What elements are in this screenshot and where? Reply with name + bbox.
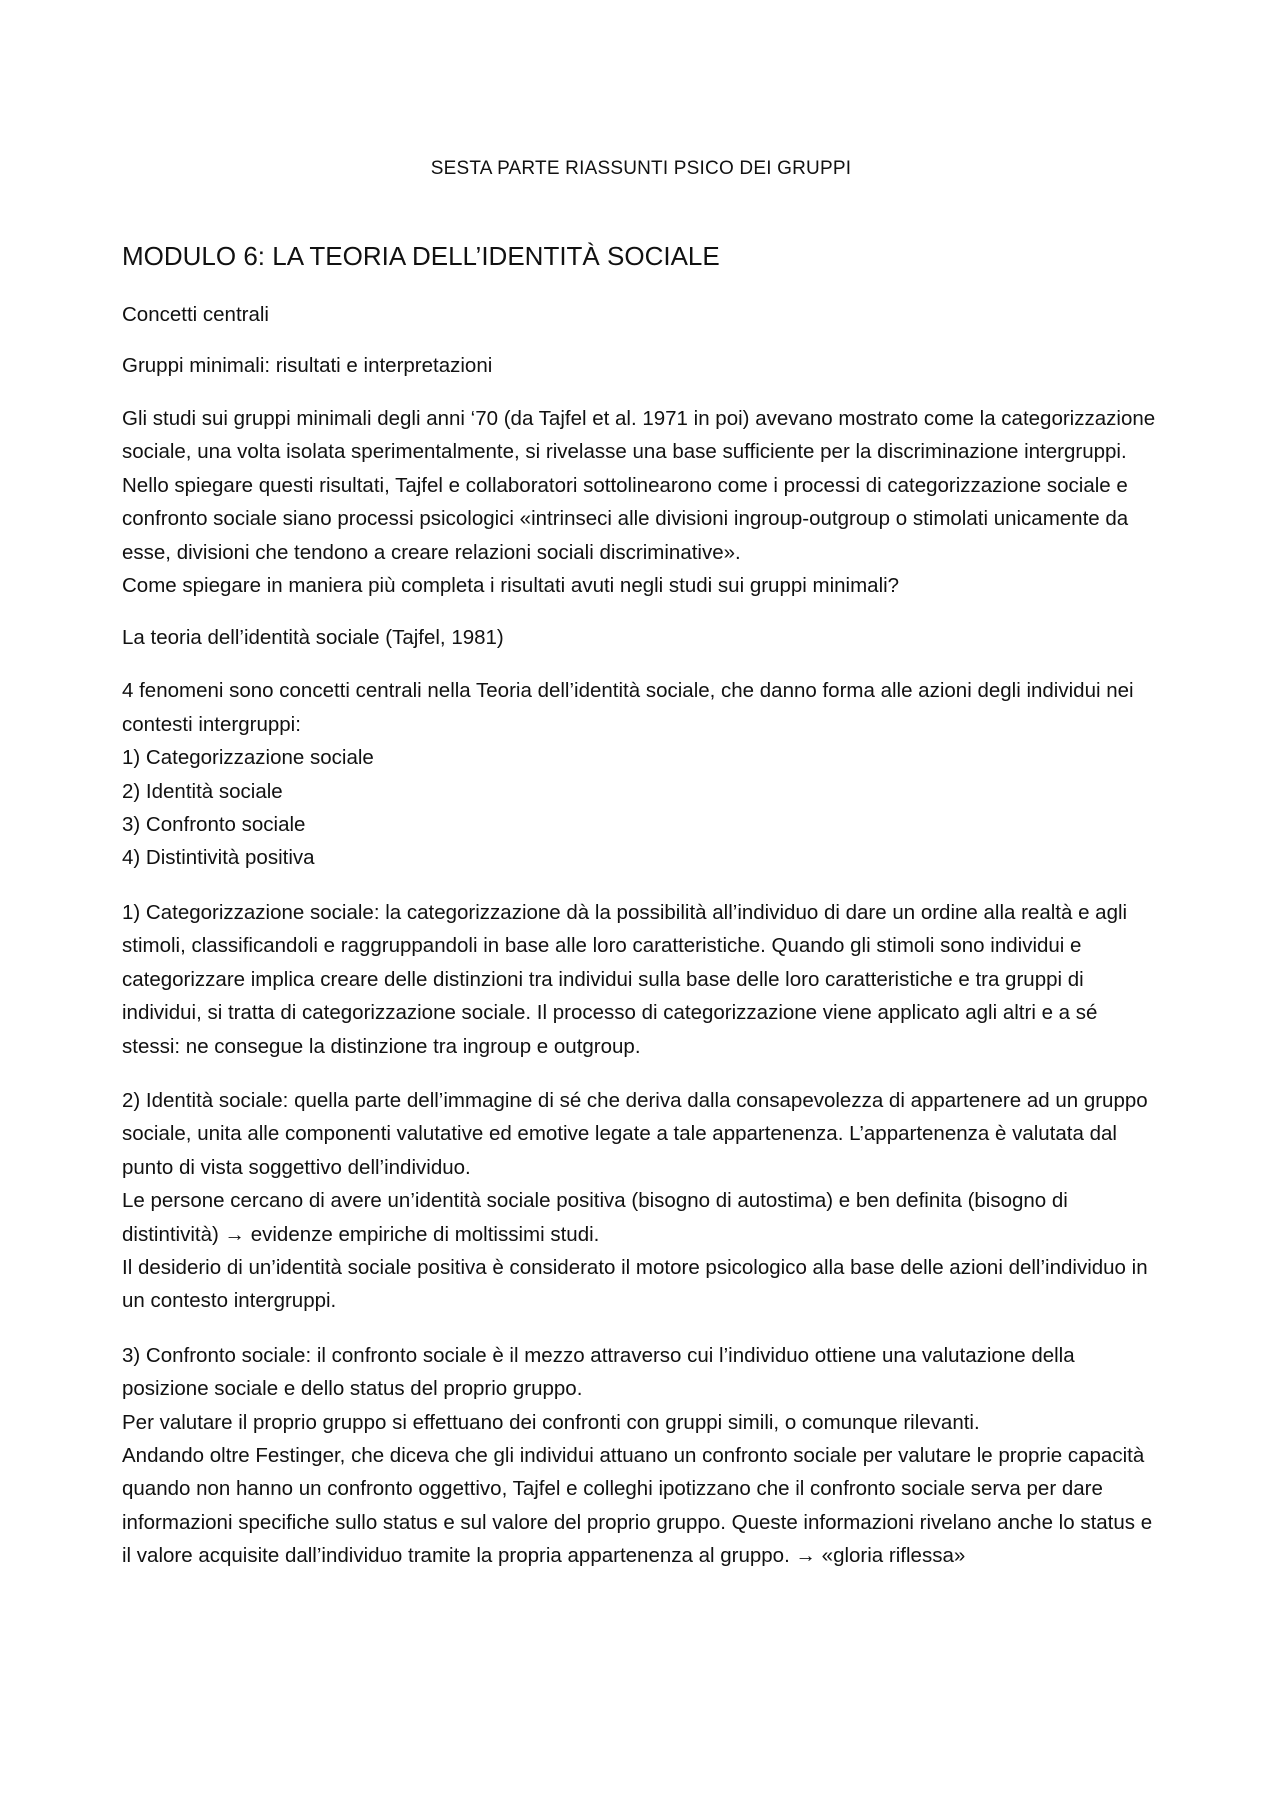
paragraph-line: 1) Categorizzazione sociale: la categorizzazione dà la possibilità all’individuo di dare un ordine alla realtà e agli stimoli, classificandoli e raggruppandoli in base alle loro caratteristiche. Quando gli stimoli sono individui e categorizzare implica creare delle distinzioni tra individui sulla base delle loro caratteristiche e tra gruppi di individui, si tratta di categorizzazione sociale. Il processo di categorizzazione viene applicato agli altri e a sé stessi: ne consegue la distinzione tra ingroup e outgroup. [122,900,1128,1058]
minimal-groups-heading: Gruppi minimali: risultati e interpretazioni [122,354,493,377]
list-item: 4) Distintività positiva [122,846,315,870]
minimal-groups-paragraph [122,402,1160,602]
paragraph-line: Il desiderio di un’identità sociale positiva è considerato il motore psicologico alla base delle azioni dell’individuo in un contesto intergruppi. [122,1255,1148,1313]
concepts-heading: Concetti centrali [122,303,269,326]
categorization-paragraph [122,896,1160,1063]
paragraph-line: Come spiegare in maniera più completa i risultati avuti negli studi sui gruppi minimali? [122,574,900,598]
paragraph-line: Nello spiegare questi risultati, Tajfel e collaboratori sottolinearono come i processi di categorizzazione sociale e confronto sociale siano processi psicologici «intrinseci alle divisioni ingroup-outgroup o stimolati unicamente da esse, divisioni che tendono a creare relazioni sociali discriminative». [122,473,1129,564]
paragraph-line: Gli studi sui gruppi minimali degli anni ‘70 (da Tajfel et al. 1971 in poi) avevano mostrato come la categorizzazione sociale, una volta isolata sperimentalmente, si rivelasse una base sufficiente per la discriminazione intergruppi. [122,407,1156,464]
module-title: MODULO 6: LA TEORIA DELL’IDENTITÀ SOCIALE [122,241,720,271]
paragraph-line: Andando oltre Festinger, che diceva che gli individui attuano un confronto sociale per valutare le proprie capacità quando non hanno un confronto oggettivo, Tajfel e colleghi ipotizzano che il confronto sociale serva per dare informazioni specifiche sullo status e sul valore del proprio gruppo. Queste informazioni rivelano anche lo status e il valore acquisite dall’individuo tramite la propria appartenenza al gruppo. → «gloria riflessa» [122,1443,1153,1568]
paragraph-line: 3) Confronto sociale: il confronto sociale è il mezzo attraverso cui l’individuo ottiene una valutazione della posizione sociale e dello status del proprio gruppo. [122,1343,1075,1401]
paragraph-line: Per valutare il proprio gruppo si effettuano dei confronti con gruppi simili, o comunque rilevanti. [122,1410,980,1434]
list-item: 3) Confronto sociale [122,813,306,837]
phenomena-list [122,741,1160,875]
paragraph-line: Le persone cercano di avere un’identità sociale positiva (bisogno di autostima) e ben definita (bisogno di distintività) → evidenze empiriche di moltissimi studi. [122,1189,1068,1246]
theory-paragraph [122,674,1160,874]
list-item: 1) Categorizzazione sociale [122,746,374,770]
theory-intro: 4 fenomeni sono concetti centrali nella Teoria dell’identità sociale, che danno forma alle azioni degli individui nei contesti intergruppi: [122,679,1134,736]
list-item: 2) Identità sociale [122,779,283,803]
paragraph-line: 2) Identità sociale: quella parte dell’immagine di sé che deriva dalla consapevolezza di appartenere ad un gruppo sociale, unita alle componenti valutative ed emotive legate a tale appartenenza. L’appartenenza è valutata dal punto di vista soggettivo dell’individuo. [122,1088,1148,1179]
comparison-paragraph [122,1339,1160,1573]
document-title: SESTA PARTE RIASSUNTI PSICO DEI GRUPPI [430,158,852,179]
identity-paragraph [122,1084,1160,1318]
theory-heading: La teoria dell’identità sociale (Tajfel, 1981) [122,626,504,650]
